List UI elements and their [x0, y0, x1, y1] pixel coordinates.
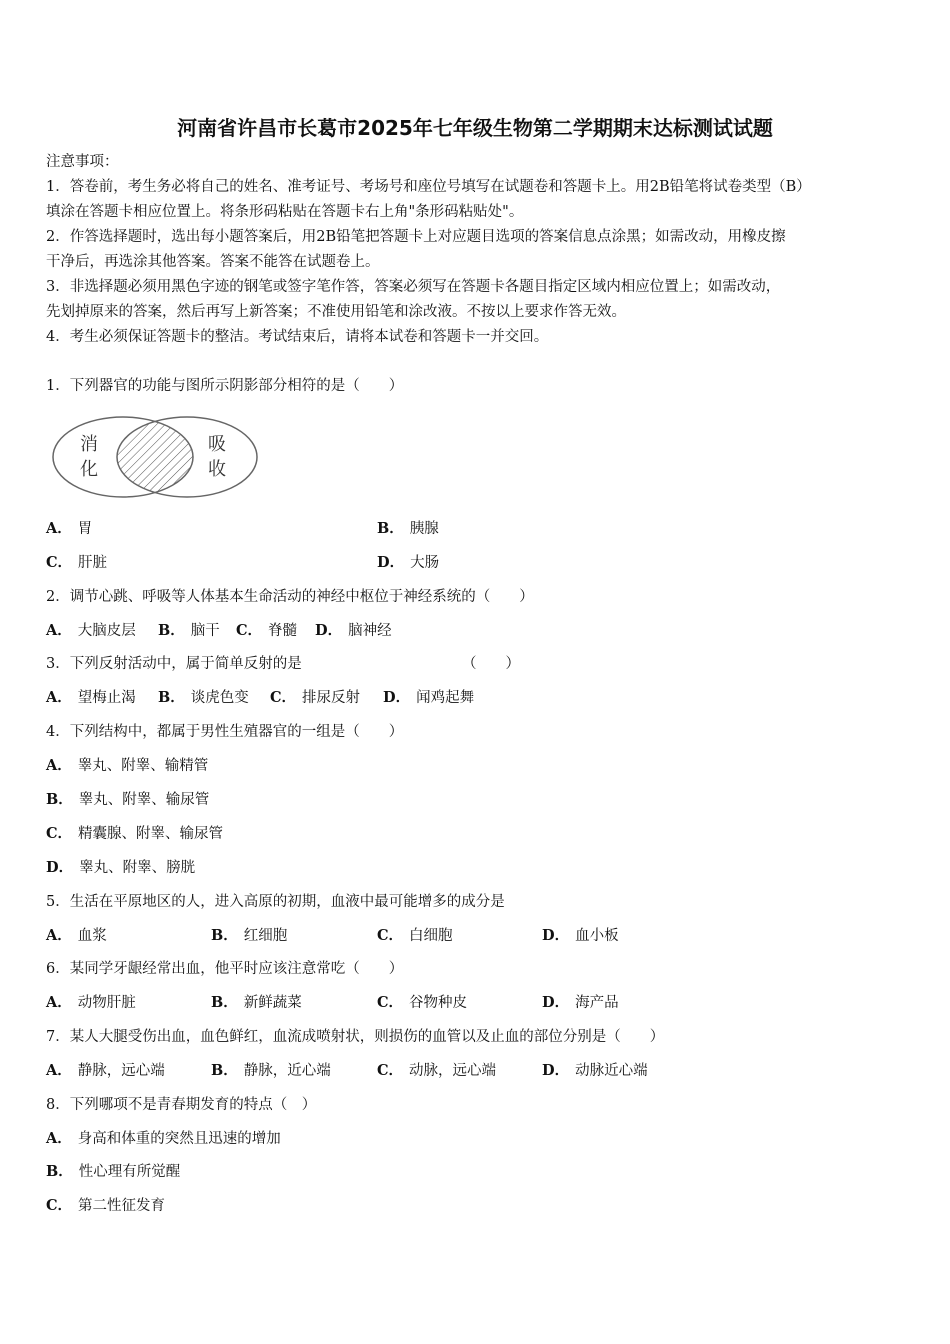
- q5-option-d[interactable]: D． 血小板: [542, 927, 619, 944]
- notice-line: 干净后，再选涂其他答案。答案不能答在试题卷上。: [46, 254, 380, 270]
- question-4-stem: 4．下列结构中，都属于男性生殖器官的一组是（ ）: [46, 724, 404, 740]
- q5-option-c[interactable]: C． 白细胞: [377, 927, 453, 944]
- q1-option-a[interactable]: A． 胃: [46, 520, 93, 537]
- q4-option-a[interactable]: A． 睾丸、附睾、输精管: [46, 757, 209, 774]
- q6-option-d[interactable]: D． 海产品: [542, 994, 619, 1011]
- question-3-answer-paren: （ ）: [462, 656, 520, 672]
- notice-line: 先划掉原来的答案，然后再写上新答案；不准使用铅笔和涂改液。不按以上要求作答无效。: [46, 304, 626, 320]
- q2-option-a[interactable]: A． 大脑皮层: [46, 622, 136, 639]
- venn-left-char-1: 消: [80, 434, 98, 455]
- q7-option-a[interactable]: A． 静脉，远心端: [46, 1062, 165, 1079]
- venn-left-char-2: 化: [80, 459, 98, 480]
- notice-line: 填涂在答题卡相应位置上。将条形码粘贴在答题卡右上角"条形码粘贴处"。: [46, 204, 524, 220]
- q2-option-b[interactable]: B． 脑干: [158, 622, 220, 639]
- notice-line: 2．作答选择题时，选出每小题答案后，用2B铅笔把答题卡上对应题目选项的答案信息点涂黑；如需改动，用橡皮擦: [46, 229, 786, 245]
- question-1-stem: 1．下列器官的功能与图所示阴影部分相符的是（ ）: [46, 378, 404, 394]
- q1-option-b[interactable]: B． 胰腺: [377, 520, 439, 537]
- q7-option-c[interactable]: C． 动脉，远心端: [377, 1062, 497, 1079]
- q6-option-c[interactable]: C． 谷物种皮: [377, 994, 468, 1011]
- q6-option-b[interactable]: B． 新鲜蔬菜: [211, 994, 302, 1011]
- venn-right-char-1: 吸: [208, 434, 226, 455]
- q3-option-a[interactable]: A． 望梅止渴: [46, 689, 136, 706]
- venn-right-char-2: 收: [208, 459, 226, 480]
- question-7-stem: 7．某人大腿受伤出血，血色鲜红，血流成喷射状，则损伤的血管以及止血的部位分别是（ ）: [46, 1029, 665, 1045]
- notice-heading: 注意事项：: [46, 154, 119, 170]
- q8-option-b[interactable]: B． 性心理有所觉醒: [46, 1163, 181, 1180]
- notice-line: 1．答卷前，考生务必将自己的姓名、准考证号、考场号和座位号填写在试题卷和答题卡上。用2B铅笔将试卷类型（B）: [46, 179, 811, 195]
- q1-option-d[interactable]: D． 大肠: [377, 554, 440, 571]
- q5-option-a[interactable]: A． 血浆: [46, 927, 107, 944]
- q3-option-b[interactable]: B． 谈虎色变: [158, 689, 249, 706]
- notice-line: 3．非选择题必须用黑色字迹的钢笔或签字笔作答，答案必须写在答题卡各题目指定区域内相应位置上；如需改动，: [46, 279, 781, 295]
- q7-option-b[interactable]: B． 静脉，近心端: [211, 1062, 331, 1079]
- question-8-stem: 8．下列哪项不是青春期发育的特点（ ）: [46, 1097, 317, 1113]
- question-3-stem: 3．下列反射活动中，属于简单反射的是: [46, 656, 302, 672]
- question-5-stem: 5．生活在平原地区的人，进入高原的初期，血液中最可能增多的成分是: [46, 894, 505, 910]
- q4-option-b[interactable]: B． 睾丸、附睾、输尿管: [46, 791, 210, 808]
- notice-line: 4．考生必须保证答题卡的整洁。考试结束后，请将本试卷和答题卡一并交回。: [46, 329, 549, 345]
- q8-option-a[interactable]: A． 身高和体重的突然且迅速的增加: [46, 1130, 281, 1147]
- q4-option-c[interactable]: C． 精囊腺、附睾、输尿管: [46, 825, 224, 842]
- q5-option-b[interactable]: B． 红细胞: [211, 927, 288, 944]
- q3-option-d[interactable]: D． 闻鸡起舞: [383, 689, 475, 706]
- question-2-stem: 2．调节心跳、呼吸等人体基本生命活动的神经中枢位于神经系统的（ ）: [46, 589, 534, 605]
- q2-option-c[interactable]: C． 脊髓: [236, 622, 298, 639]
- page-title: 河南省许昌市长葛市2025年七年级生物第二学期期末达标测试试题: [177, 116, 773, 140]
- q7-option-d[interactable]: D． 动脉近心端: [542, 1062, 648, 1079]
- q8-option-c[interactable]: C． 第二性征发育: [46, 1197, 166, 1214]
- q4-option-d[interactable]: D． 睾丸、附睾、膀胱: [46, 859, 196, 876]
- q6-option-a[interactable]: A． 动物肝脏: [46, 994, 136, 1011]
- q2-option-d[interactable]: D． 脑神经: [315, 622, 392, 639]
- q3-option-c[interactable]: C． 排尿反射: [270, 689, 361, 706]
- question-6-stem: 6．某同学牙龈经常出血，他平时应该注意常吃（ ）: [46, 961, 404, 977]
- q1-option-c[interactable]: C． 肝脏: [46, 554, 108, 571]
- venn-diagram: [50, 412, 260, 502]
